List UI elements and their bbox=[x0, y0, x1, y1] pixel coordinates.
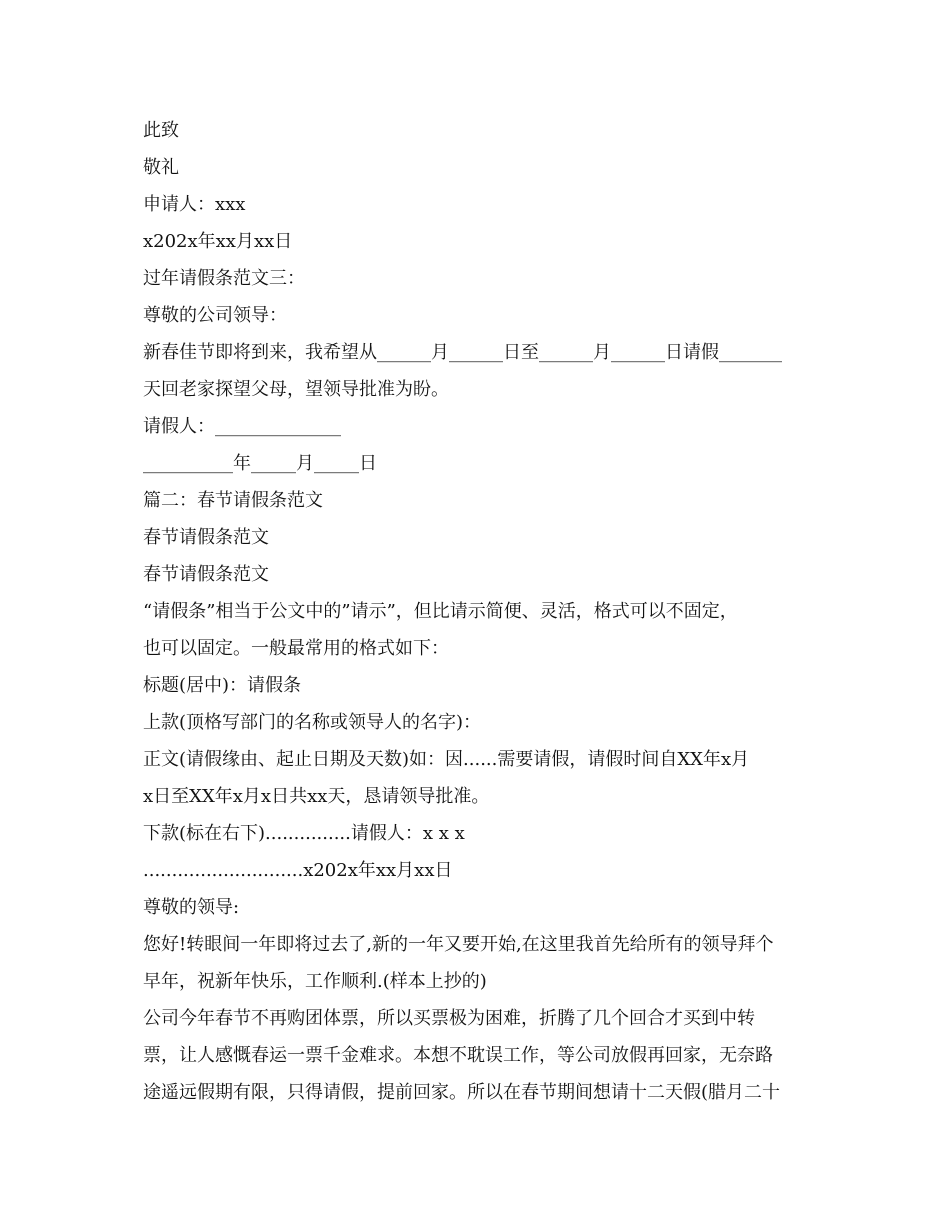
format-item-line: 标题(居中)：请假条 bbox=[143, 675, 302, 696]
subtitle-line: 春节请假条范文 bbox=[143, 564, 269, 585]
body-line: 天回老家探望父母，望领导批准为盼。 bbox=[143, 379, 449, 400]
format-item-line: 下款(标在右下)...............请假人：x x x bbox=[143, 823, 465, 844]
format-item-line: ............................x202x年xx月xx日 bbox=[143, 860, 453, 881]
applicant-line: 申请人：xxx bbox=[143, 194, 246, 215]
format-item-line: x日至XX年x月x日共xx天，恳请领导批准。 bbox=[143, 786, 490, 807]
body-line: 新春佳节即将到来，我希望从______月______日至______月______日请假_______ bbox=[143, 342, 782, 363]
section-heading: 篇二：春节请假条范文 bbox=[143, 490, 323, 511]
greeting-line: 尊敬的领导: bbox=[143, 897, 240, 918]
body-line: 也可以固定。一般最常用的格式如下： bbox=[143, 638, 449, 659]
date-blank-line: __________年_____月_____日 bbox=[143, 453, 377, 474]
body-line: 您好!转眼间一年即将过去了,新的一年又要开始,在这里我首先给所有的领导拜个 bbox=[143, 934, 774, 955]
body-line: 早年，祝新年快乐，工作顺利.(样本上抄的) bbox=[143, 971, 487, 992]
closing-salutation: 此致 bbox=[143, 120, 179, 141]
body-line: 公司今年春节不再购团体票，所以买票极为困难，折腾了几个回合才买到中转 bbox=[143, 1008, 755, 1029]
body-line: “请假条”相当于公文中的”请示”，但比请示简便、灵活，格式可以不固定， bbox=[143, 601, 738, 622]
body-line: 票，让人感慨春运一票千金难求。本想不耽误工作，等公司放假再回家，无奈路 bbox=[143, 1045, 773, 1066]
section-heading: 过年请假条范文三： bbox=[143, 268, 305, 289]
format-item-line: 上款(顶格写部门的名称或领导人的名字)： bbox=[143, 712, 482, 733]
document-body bbox=[143, 112, 813, 1111]
format-item-line: 正文(请假缘由、起止日期及天数)如：因......需要请假，请假时间自XX年x月 bbox=[143, 749, 750, 770]
subtitle-line: 春节请假条范文 bbox=[143, 527, 269, 548]
closing-regards: 敬礼 bbox=[143, 157, 179, 178]
date-line: x202x年xx月xx日 bbox=[143, 231, 293, 252]
body-line: 途遥远假期有限，只得请假，提前回家。所以在春节期间想请十二天假(腊月二十 bbox=[143, 1082, 781, 1103]
signature-blank-line: 请假人：______________ bbox=[143, 416, 341, 437]
greeting-line: 尊敬的公司领导： bbox=[143, 305, 287, 326]
